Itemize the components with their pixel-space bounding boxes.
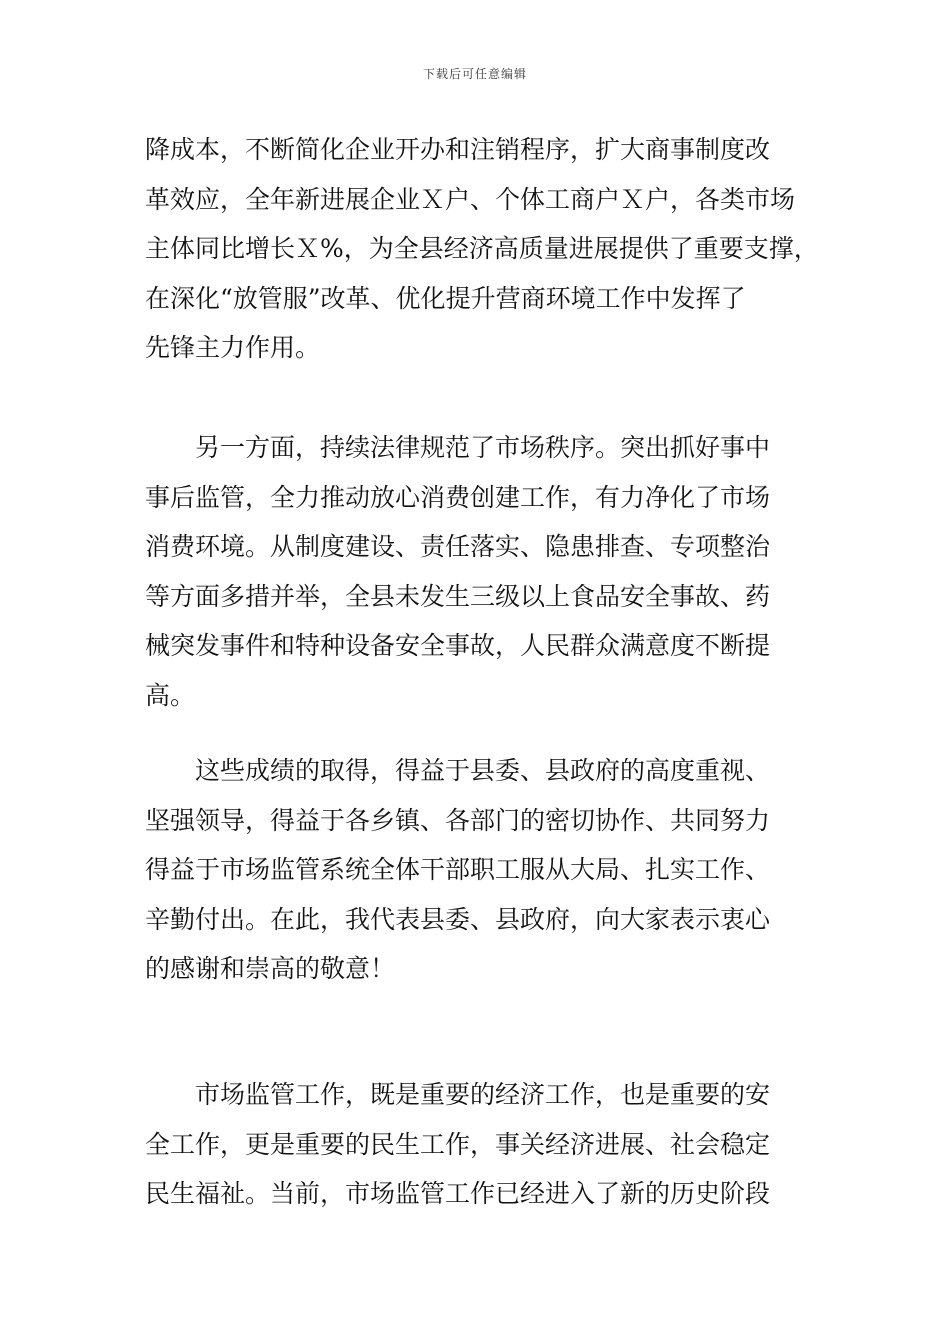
text-line: 辛勤付出。在此，我代表县委、县政府，向大家表示衷心 (145, 904, 771, 934)
text-line: 的感谢和崇高的敬意！ (145, 954, 396, 983)
header-note: 下载后可任意编辑 (422, 67, 527, 81)
text-line: 消费环境。从制度建设、责任落实、隐患排查、专项整治 (145, 532, 771, 561)
paragraph-2 (145, 423, 835, 720)
text-line: 事后监管，全力推动放心消费创建工作，有力净化了市场 (145, 482, 771, 512)
text-line: 高。 (145, 680, 196, 710)
text-line: 另一方面，持续法律规范了市场秩序。突出抓好事中 (145, 433, 771, 462)
text-line: 民生福祉。当前，市场监管工作已经进入了新的历史阶段 (145, 1179, 771, 1208)
text-line: 械突发事件和特种设备安全事故，人民群众满意度不断提 (145, 631, 771, 660)
text-line: 主体同比增长Ｘ%，为全县经济高质量进展提供了重要支撑， (145, 234, 819, 263)
text-line: 全工作，更是重要的民生工作，事关经济进展、社会稳定 (145, 1129, 771, 1159)
text-line: 这些成绩的取得，得益于县委、县政府的高度重视、 (145, 756, 771, 785)
paragraph-4 (145, 1070, 835, 1219)
text-line: 等方面多措并举，全县未发生三级以上食品安全事故、药 (145, 581, 771, 611)
text-line: 先锋主力作用。 (145, 333, 321, 362)
text-line: 得益于市场监管系统全体干部职工服从大局、扎实工作、 (145, 855, 771, 884)
text-line: 市场监管工作，既是重要的经济工作，也是重要的安 (145, 1080, 771, 1109)
text-line: 在深化“放管服”改革、优化提升营商环境工作中发挥了 (145, 283, 746, 313)
text-line: 降成本，不断简化企业开办和注销程序，扩大商事制度改 (145, 135, 771, 164)
paragraph-1 (145, 125, 835, 373)
text-line: 坚强领导，得益于各乡镇、各部门的密切协作、共同努力 (145, 805, 771, 835)
paragraph-3 (145, 746, 835, 994)
text-line: 革效应，全年新进展企业Ｘ户、个体工商户Ｘ户，各类市场 (145, 184, 796, 214)
